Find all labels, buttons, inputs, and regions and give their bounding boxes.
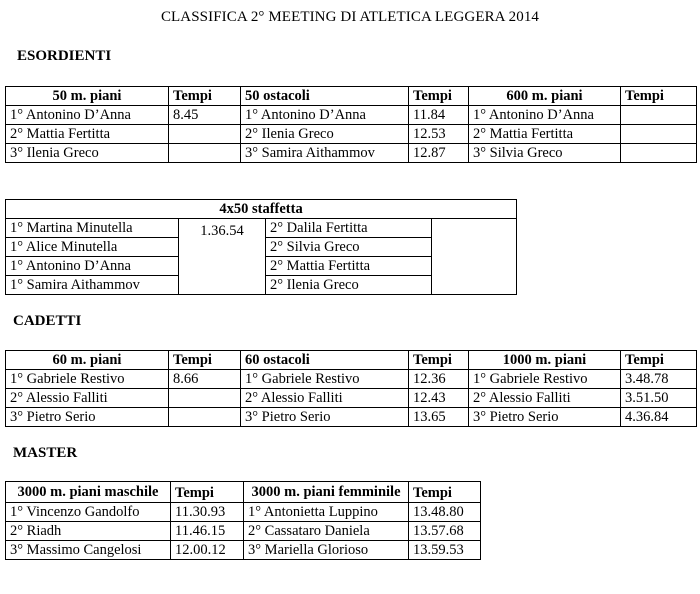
athlete-cell: 2° Silvia Greco: [266, 238, 432, 257]
table-row: [6, 370, 697, 389]
column-header: Tempi: [171, 482, 244, 503]
athlete-cell: 1° Antonino D’Anna: [6, 106, 169, 125]
table-row: [6, 144, 697, 163]
section-heading-cadetti: CADETTI: [13, 313, 82, 329]
column-header: 60 ostacoli: [241, 351, 409, 370]
table-header-row: [6, 482, 481, 503]
time-cell: 13.57.68: [409, 522, 481, 541]
athlete-cell: 3° Pietro Serio: [241, 408, 409, 427]
relay-heading: 4x50 staffetta: [6, 200, 517, 219]
athlete-cell: 3° Ilenia Greco: [6, 144, 169, 163]
athlete-cell: 2° Ilenia Greco: [241, 125, 409, 144]
time-cell: 4.36.84: [621, 408, 697, 427]
master-table: [5, 481, 481, 560]
time-cell: 12.87: [409, 144, 469, 163]
column-header: 50 m. piani: [6, 87, 169, 106]
relay-table: [5, 199, 517, 295]
time-cell: 3.51.50: [621, 389, 697, 408]
athlete-cell: 3° Silvia Greco: [469, 144, 621, 163]
table-row: [6, 125, 697, 144]
athlete-cell: 1° Gabriele Restivo: [241, 370, 409, 389]
time-cell: 13.65: [409, 408, 469, 427]
time-cell: 12.43: [409, 389, 469, 408]
column-header: 3000 m. piani femminile: [244, 482, 409, 503]
athlete-cell: 1° Antonietta Luppino: [244, 503, 409, 522]
athlete-cell: 1° Alice Minutella: [6, 238, 179, 257]
athlete-cell: 3° Pietro Serio: [6, 408, 169, 427]
time-cell: [621, 106, 697, 125]
time-cell: 11.84: [409, 106, 469, 125]
column-header: Tempi: [409, 351, 469, 370]
time-cell: [621, 125, 697, 144]
time-cell: 8.66: [169, 370, 241, 389]
time-cell: 13.48.80: [409, 503, 481, 522]
section-heading-esordienti: ESORDIENTI: [17, 48, 112, 64]
athlete-cell: 3° Mariella Glorioso: [244, 541, 409, 560]
column-header: 600 m. piani: [469, 87, 621, 106]
athlete-cell: 2° Alessio Falliti: [241, 389, 409, 408]
table-row: [6, 106, 697, 125]
athlete-cell: 2° Dalila Fertitta: [266, 219, 432, 238]
cadetti-table: [5, 350, 697, 427]
column-header: 3000 m. piani maschile: [6, 482, 171, 503]
time-cell: 1.36.54: [179, 219, 266, 295]
column-header: 60 m. piani: [6, 351, 169, 370]
time-cell: [169, 389, 241, 408]
athlete-cell: 2° Riadh: [6, 522, 171, 541]
athlete-cell: 1° Martina Minutella: [6, 219, 179, 238]
athlete-cell: 2° Alessio Falliti: [6, 389, 169, 408]
athlete-cell: 1° Vincenzo Gandolfo: [6, 503, 171, 522]
table-row: [6, 503, 481, 522]
athlete-cell: 2° Cassataro Daniela: [244, 522, 409, 541]
table-row: [6, 389, 697, 408]
table-row: [6, 219, 517, 238]
athlete-cell: 3° Pietro Serio: [469, 408, 621, 427]
athlete-cell: 2° Mattia Fertitta: [469, 125, 621, 144]
column-header: Tempi: [621, 87, 697, 106]
table-header-row: [6, 351, 697, 370]
athlete-cell: 1° Antonino D’Anna: [469, 106, 621, 125]
athlete-cell: 1° Antonino D’Anna: [241, 106, 409, 125]
column-header: 50 ostacoli: [241, 87, 409, 106]
time-cell: 8.45: [169, 106, 241, 125]
athlete-cell: 2° Alessio Falliti: [469, 389, 621, 408]
time-cell: 11.46.15: [171, 522, 244, 541]
time-cell: 12.36: [409, 370, 469, 389]
table-header-row: [6, 87, 697, 106]
time-cell: 3.48.78: [621, 370, 697, 389]
athlete-cell: 1° Samira Aithammov: [6, 276, 179, 295]
column-header: Tempi: [169, 87, 241, 106]
column-header: Tempi: [409, 482, 481, 503]
athlete-cell: 2° Mattia Fertitta: [6, 125, 169, 144]
column-header: 1000 m. piani: [469, 351, 621, 370]
athlete-cell: 2° Ilenia Greco: [266, 276, 432, 295]
time-cell: [621, 144, 697, 163]
time-cell: [169, 144, 241, 163]
athlete-cell: 3° Samira Aithammov: [241, 144, 409, 163]
time-cell: 11.30.93: [171, 503, 244, 522]
athlete-cell: 1° Gabriele Restivo: [6, 370, 169, 389]
table-row: [6, 541, 481, 560]
column-header: Tempi: [409, 87, 469, 106]
time-cell: [169, 125, 241, 144]
athlete-cell: 2° Mattia Fertitta: [266, 257, 432, 276]
column-header: Tempi: [169, 351, 241, 370]
section-heading-master: MASTER: [13, 445, 78, 461]
athlete-cell: 1° Antonino D’Anna: [6, 257, 179, 276]
table-row: [6, 522, 481, 541]
time-cell: 13.59.53: [409, 541, 481, 560]
table-header-row: [6, 200, 517, 219]
table-row: [6, 408, 697, 427]
athlete-cell: 3° Massimo Cangelosi: [6, 541, 171, 560]
time-cell: [169, 408, 241, 427]
time-cell: 12.53: [409, 125, 469, 144]
athlete-cell: 1° Gabriele Restivo: [469, 370, 621, 389]
document-title: CLASSIFICA 2° MEETING DI ATLETICA LEGGERA 2014: [160, 9, 540, 25]
esordienti-table: [5, 86, 697, 163]
time-cell: 12.00.12: [171, 541, 244, 560]
empty-cell: [432, 219, 517, 295]
column-header: Tempi: [621, 351, 697, 370]
